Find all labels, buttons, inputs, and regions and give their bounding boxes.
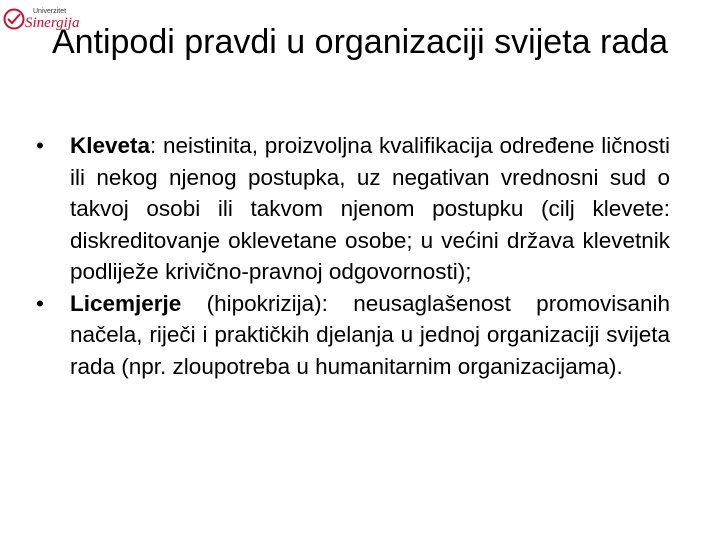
bullet-marker: • — [36, 133, 44, 158]
logo-name: Sinergija — [25, 15, 80, 31]
bullet-list — [36, 130, 670, 382]
bullet-text: : neistinita, proizvoljna kvalifikacija određene ličnosti ili nekog njenog postupka, uz negativan vrednosni sud o takvoj osobi ili takvom njenom postupku (cilj klevete: diskreditovanje oklevetane osobe; u većini država klevetnik podliježe krivično-pravnoj odgovornosti); — [70, 133, 670, 284]
bullet-text: (hipokrizija): neusaglašenost promovisanih načela, riječi i praktičkih djelanja u jednoj organizaciji svijeta rada (npr. zloupotreba u humanitarnim organizacijama). — [70, 290, 670, 379]
bullet-marker: • — [36, 290, 44, 316]
slide-title: Antipodi pravdi u organizaciji svijeta rada — [51, 23, 669, 61]
bullet-term: Kleveta — [70, 133, 151, 158]
bullet-item-licemjerje — [36, 288, 670, 383]
bullet-item-kleveta — [36, 130, 670, 288]
logo-top-text: Univerzitet — [33, 8, 67, 15]
bullet-term: Licemjerje — [70, 290, 182, 316]
